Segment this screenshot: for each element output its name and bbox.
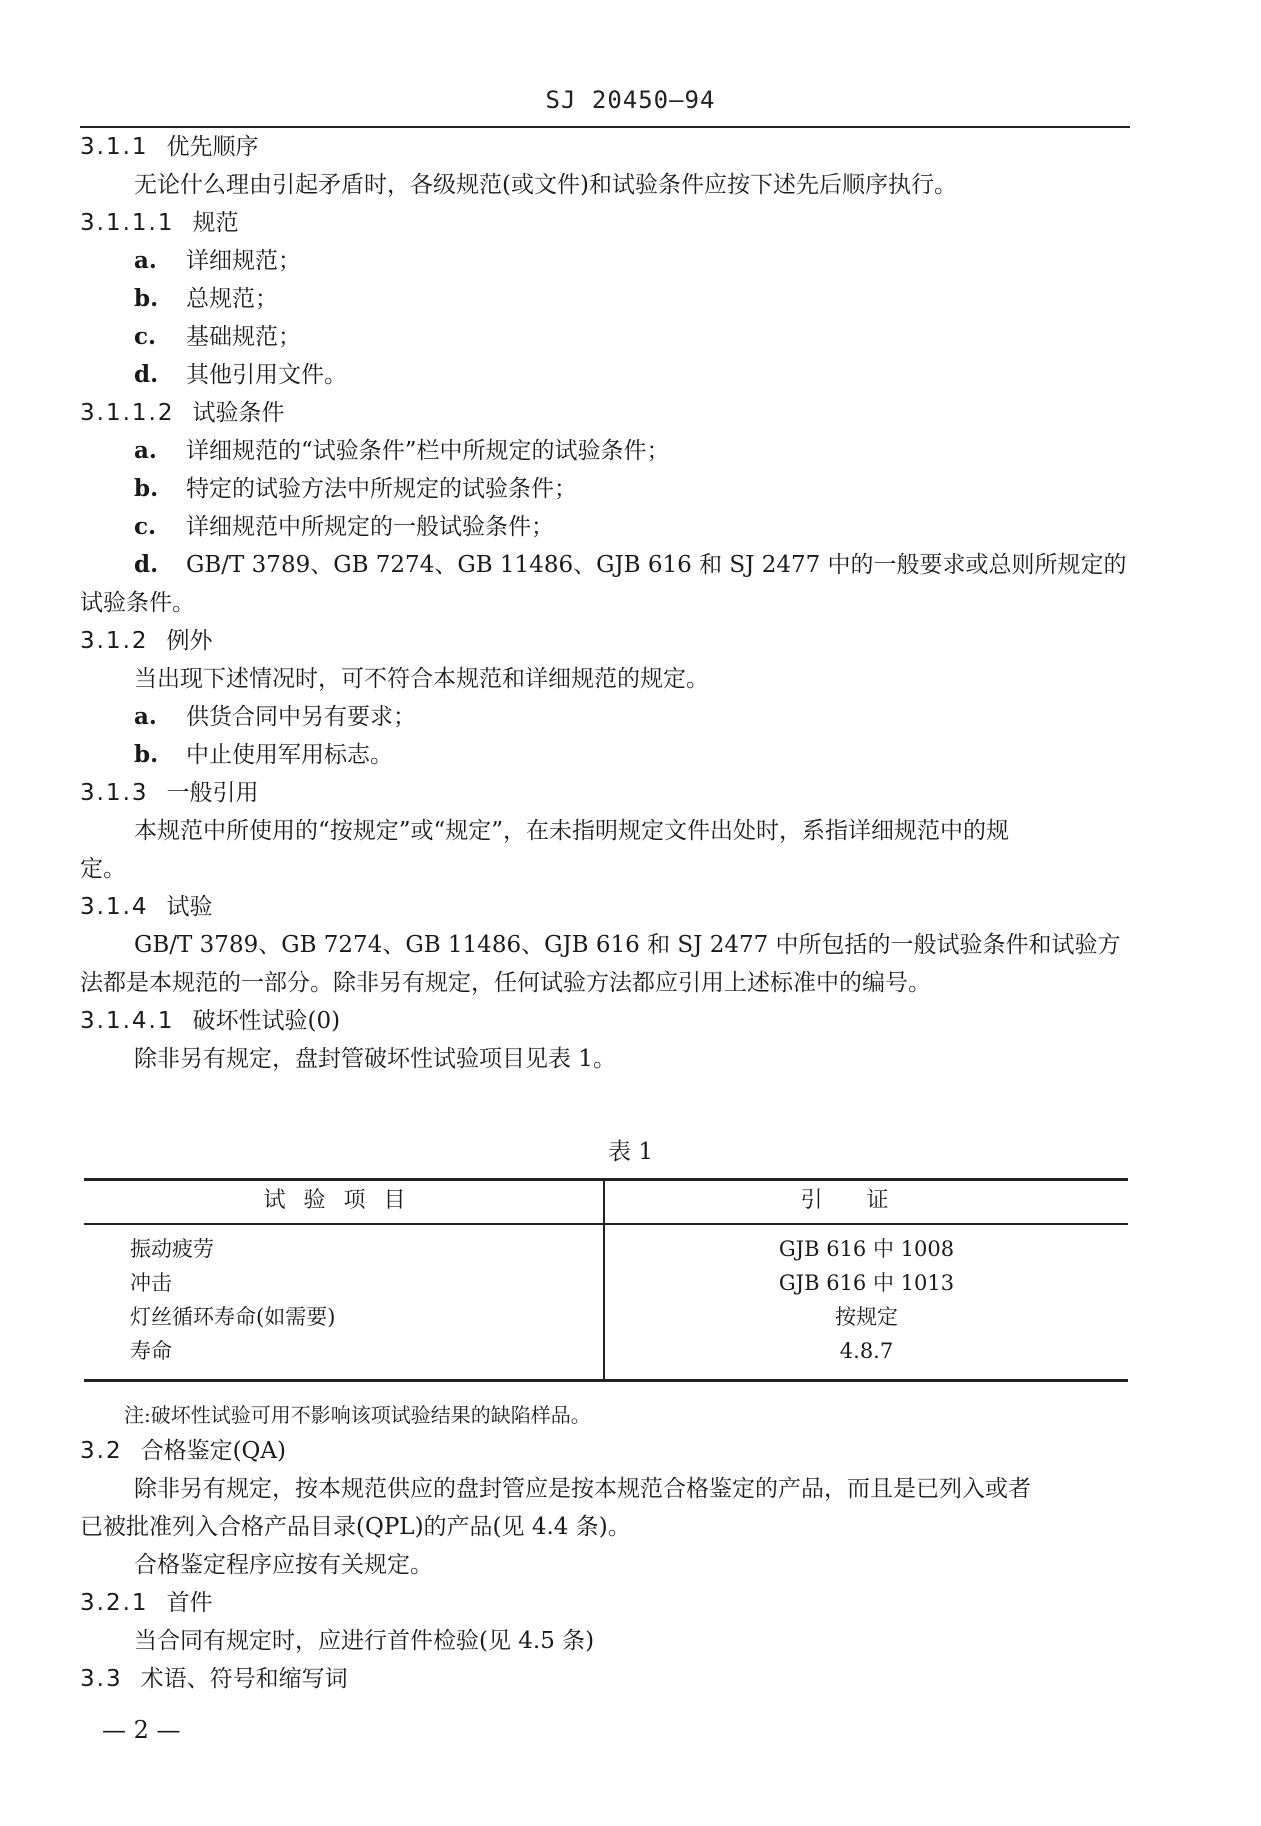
list-marker: a. <box>134 247 157 274</box>
paragraph: 合格鉴定程序应按有关规定。 <box>134 1552 433 1578</box>
destructive-test-table <box>84 1178 1128 1382</box>
section-title: 一般引用 <box>166 780 259 806</box>
paragraph-continuation: 试验条件。 <box>80 590 195 616</box>
table-cell-item: 寿命 <box>130 1339 172 1363</box>
list-marker: c. <box>134 323 157 350</box>
list-item <box>134 242 301 280</box>
section-heading-3-2 <box>80 1432 286 1470</box>
list-marker: d. <box>134 551 159 578</box>
paragraph: 当出现下述情况时，可不符合本规范和详细规范的规定。 <box>134 666 709 692</box>
table-bottom-rule <box>84 1379 1128 1382</box>
table-header-rule <box>84 1223 1128 1225</box>
standard-code-header: SJ 20450—94 <box>545 86 716 114</box>
list-marker: d. <box>134 361 159 388</box>
section-title: 首件 <box>166 1590 213 1616</box>
table-header-test-item: 试验项目 <box>263 1188 424 1213</box>
section-title: 破坏性试验(0) <box>192 1008 341 1034</box>
table-cell-ref: GJB 616 中 1008 <box>778 1237 955 1261</box>
list-item <box>134 356 347 394</box>
list-text: 特定的试验方法中所规定的试验条件； <box>186 476 577 502</box>
section-number: 3.1.2 <box>80 628 149 654</box>
section-number: 3.2 <box>80 1438 123 1464</box>
list-text: 总规范； <box>186 286 278 312</box>
paragraph: 本规范中所使用的“按规定”或“规定”，在未指明规定文件出处时，系指详细规范中的规 <box>134 818 1010 844</box>
section-number: 3.2.1 <box>80 1590 149 1616</box>
section-number: 3.1.1.1 <box>80 210 175 236</box>
list-marker: a. <box>134 703 157 730</box>
section-title: 合格鉴定(QA) <box>140 1438 286 1464</box>
list-item <box>134 432 670 470</box>
paragraph: 除非另有规定，盘封管破坏性试验项目见表 1。 <box>134 1046 616 1072</box>
list-text: 中止使用军用标志。 <box>186 742 393 768</box>
list-text: GB/T 3789、GB 7274、GB 11486、GJB 616 和 SJ 2477 中的一般要求或总则所规定的 <box>186 552 1127 578</box>
section-title: 优先顺序 <box>166 134 259 160</box>
section-title: 例外 <box>166 628 213 654</box>
list-item <box>134 280 278 318</box>
paragraph-continuation: 法都是本规范的一部分。除非另有规定，任何试验方法都应引用上述标准中的编号。 <box>80 970 931 996</box>
section-heading-3-1-2 <box>80 622 213 660</box>
section-number: 3.1.1.2 <box>80 400 175 426</box>
paragraph-continuation: 已被批准列入合格产品目录(QPL)的产品(见 4.4 条)。 <box>80 1514 631 1540</box>
list-item <box>134 508 554 546</box>
list-marker: a. <box>134 437 157 464</box>
paragraph: 无论什么理由引起矛盾时，各级规范(或文件)和试验条件应按下述先后顺序执行。 <box>134 172 957 198</box>
table-note: 注:破坏性试验可用不影响该项试验结果的缺陷样品。 <box>124 1403 591 1427</box>
table-cell-ref: 4.8.7 <box>839 1339 894 1363</box>
list-text: 供货合同中另有要求； <box>186 704 416 730</box>
table-caption: 表 1 <box>608 1139 653 1165</box>
section-heading-3-3 <box>80 1660 348 1698</box>
paragraph-continuation: 定。 <box>80 856 126 882</box>
list-text: 基础规范； <box>186 324 301 350</box>
paragraph: 当合同有规定时，应进行首件检验(见 4.5 条) <box>134 1628 595 1654</box>
list-text: 详细规范的“试验条件”栏中所规定的试验条件； <box>186 438 670 464</box>
section-heading-3-1-1-1 <box>80 204 238 242</box>
page-number: — 2 — <box>102 1716 181 1744</box>
table-cell-item: 灯丝循环寿命(如需要) <box>130 1305 336 1329</box>
list-text: 详细规范中所规定的一般试验条件； <box>186 514 554 540</box>
list-marker: b. <box>134 741 159 768</box>
list-item <box>134 736 393 774</box>
section-number: 3.1.1 <box>80 134 149 160</box>
list-marker: c. <box>134 513 157 540</box>
list-item <box>134 470 577 508</box>
table-cell-ref: 按规定 <box>835 1305 898 1329</box>
section-title: 规范 <box>192 210 239 236</box>
paragraph: 除非另有规定，按本规范供应的盘封管应是按本规范合格鉴定的产品，而且是已列入或者 <box>134 1476 1031 1502</box>
section-number: 3.1.3 <box>80 780 149 806</box>
list-item <box>134 698 416 736</box>
table-cell-item: 冲击 <box>130 1271 172 1295</box>
section-number: 3.1.4 <box>80 894 149 920</box>
table-header-reference: 引证 <box>800 1188 933 1213</box>
table-cell-ref: GJB 616 中 1013 <box>778 1271 955 1295</box>
paragraph: GB/T 3789、GB 7274、GB 11486、GJB 616 和 SJ 2477 中所包括的一般试验条件和试验方 <box>134 932 1121 958</box>
section-heading-3-1-1 <box>80 128 259 166</box>
list-text: 其他引用文件。 <box>186 362 347 388</box>
list-item <box>134 546 1127 584</box>
section-title: 术语、符号和缩写词 <box>140 1666 348 1692</box>
section-heading-3-1-4-1 <box>80 1002 340 1040</box>
section-number: 3.3 <box>80 1666 123 1692</box>
list-marker: b. <box>134 285 159 312</box>
section-heading-3-1-4 <box>80 888 213 926</box>
list-item <box>134 318 301 356</box>
section-heading-3-1-3 <box>80 774 259 812</box>
section-title: 试验条件 <box>192 400 285 426</box>
list-text: 详细规范； <box>186 248 301 274</box>
section-title: 试验 <box>166 894 213 920</box>
list-marker: b. <box>134 475 159 502</box>
table-cell-item: 振动疲劳 <box>130 1237 214 1261</box>
section-heading-3-2-1 <box>80 1584 213 1622</box>
section-heading-3-1-1-2 <box>80 394 284 432</box>
section-number: 3.1.4.1 <box>80 1008 175 1034</box>
